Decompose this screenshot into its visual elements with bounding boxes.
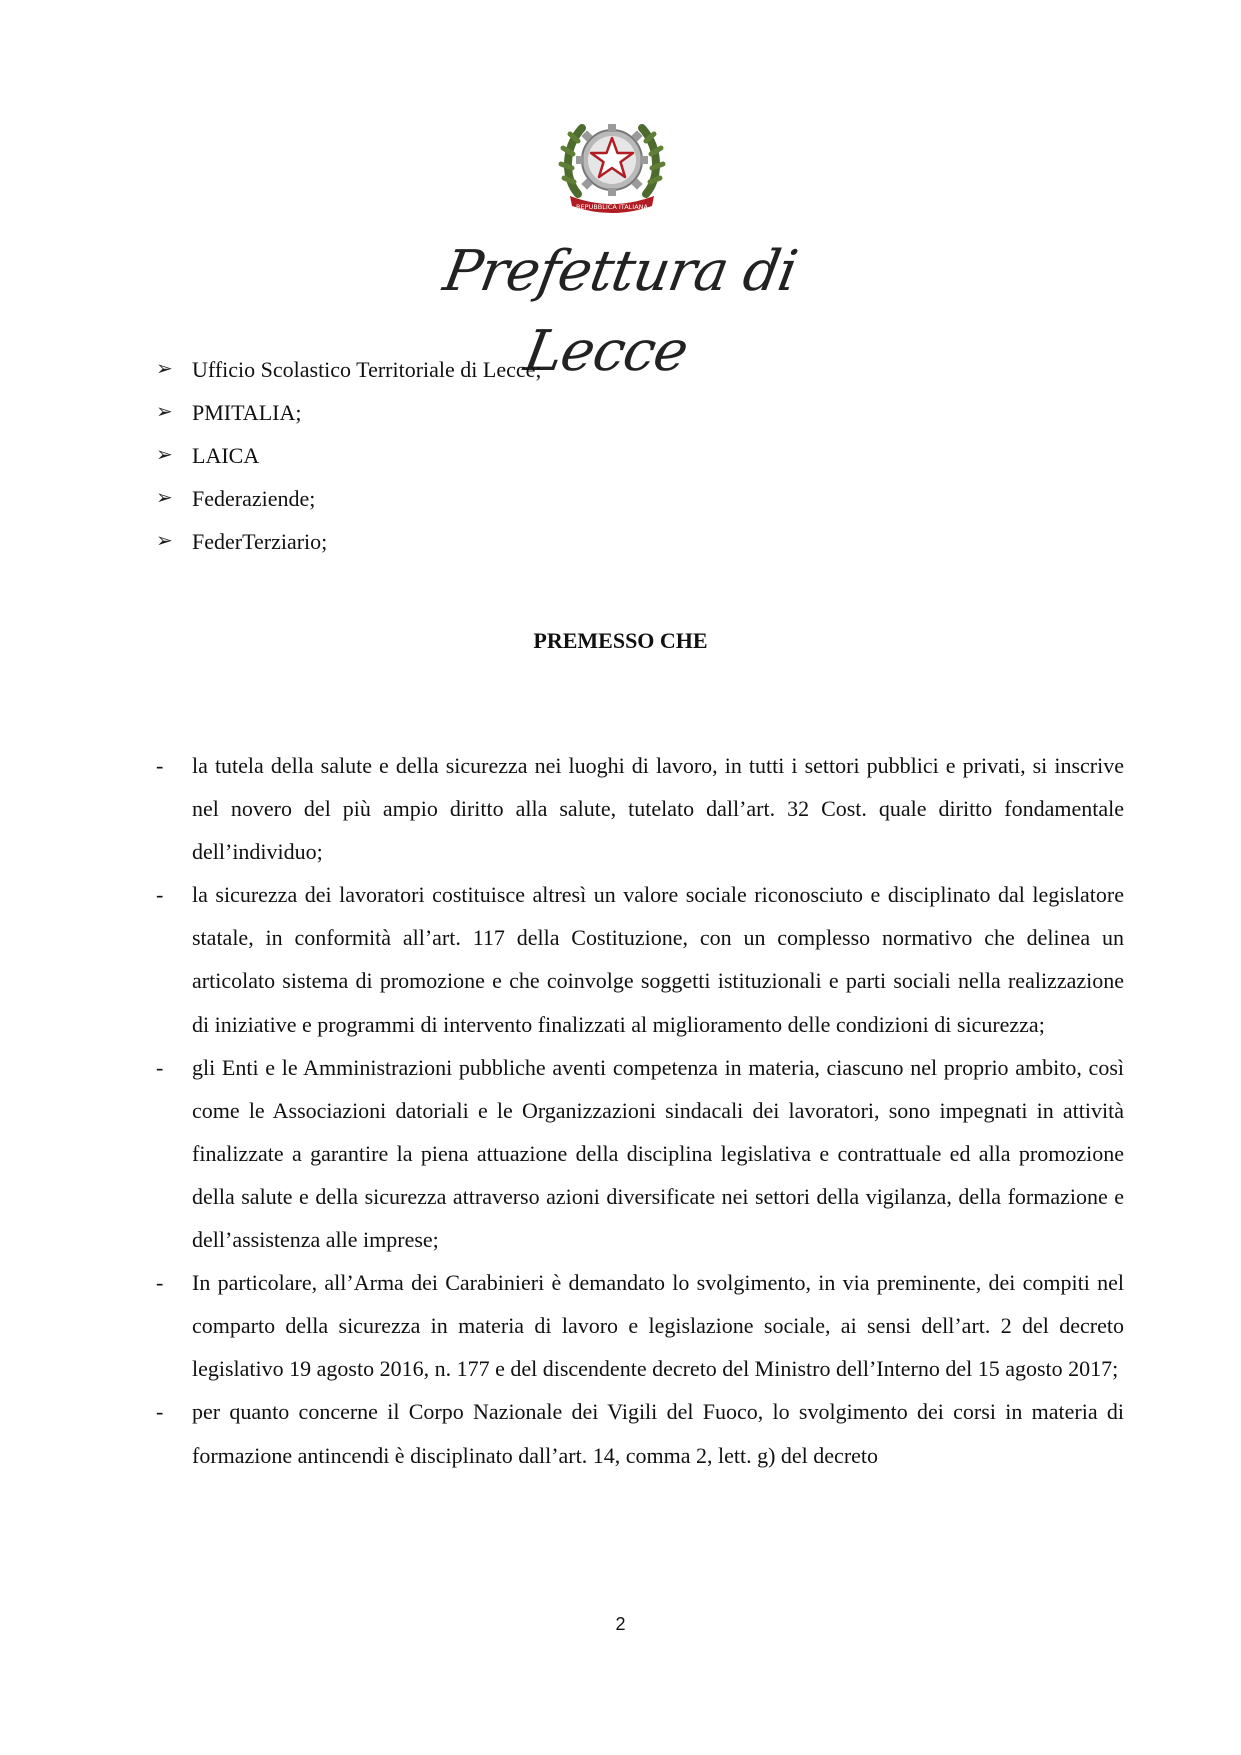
premise-text: In particolare, all’Arma dei Carabinieri è demandato lo svolgimento, in via preminente, dei compiti nel comparto della sicurezza in materia di lavoro e legislazione sociale, ai sensi dell’art. 2 del decreto legislativo 19 agosto 2016, n. 177 e del discendente decreto del Ministro dell’Interno del 15 agosto 2017; — [192, 1270, 1124, 1382]
recipient-label: FederTerziario; — [192, 529, 328, 554]
recipient-label: LAICA — [192, 443, 260, 468]
dash-bullet: - — [156, 753, 164, 778]
list-item — [156, 477, 1156, 520]
arrow-bullet-icon: ➢ — [156, 487, 173, 509]
dash-bullet: - — [156, 1399, 164, 1425]
dash-bullet: - — [156, 1054, 164, 1080]
arrow-bullet-icon: ➢ — [156, 444, 173, 466]
dash-bullet: - — [156, 882, 164, 908]
section-heading: PREMESSO CHE — [533, 628, 708, 653]
page-number: 2 — [615, 1614, 626, 1634]
list-item — [156, 520, 1156, 563]
recipient-label: PMITALIA; — [192, 400, 302, 425]
list-item — [156, 434, 1156, 477]
arrow-bullet-icon: ➢ — [156, 401, 173, 423]
recipient-label: Federaziende; — [192, 486, 316, 511]
office-name: Prefettura di Lecce — [438, 239, 802, 384]
list-item — [156, 744, 1124, 873]
list-item — [156, 1390, 1124, 1476]
svg-text:REPUBBLICA ITALIANA: REPUBBLICA ITALIANA — [576, 203, 648, 211]
list-item — [156, 348, 1156, 391]
dash-bullet: - — [156, 1270, 164, 1296]
list-item — [156, 873, 1124, 1045]
arrow-bullet-icon: ➢ — [156, 358, 173, 380]
premise-text: la sicurezza dei lavoratori costituisce altresì un valore sociale riconosciuto e disciplinato dal legislatore statale, in conformità all’art. 117 della Costituzione, con un complesso normativo che delinea un articolato sistema di promozione e che coinvolge soggetti istituzionali e parti sociali nella realizzazione di iniziative e programmi di intervento finalizzati al miglioramento delle condizioni di sicurezza; — [192, 882, 1124, 1037]
list-item — [156, 1261, 1124, 1390]
recipients-list — [156, 348, 1156, 563]
repubblica-italiana-emblem-icon — [556, 108, 668, 220]
arrow-bullet-icon: ➢ — [156, 530, 173, 552]
list-item — [156, 391, 1156, 434]
list-item — [156, 1046, 1124, 1261]
premise-text: la tutela della salute e della sicurezza nei luoghi di lavoro, in tutti i settori pubblici e privati, si inscrive nel novero del più ampio diritto alla salute, tutelato dall’art. 32 Cost. quale diritto fondamentale dell’individuo; — [192, 753, 1124, 865]
premises-list — [156, 744, 1124, 1477]
premise-text: gli Enti e le Amministrazioni pubbliche aventi competenza in materia, ciascuno nel proprio ambito, così come le Associazioni datoriali e le Organizzazioni sindacali dei lavoratori, sono impegnati in attività finalizzate a garantire la piena attuazione della disciplina legislativa e contrattuale ed alla promozione della salute e della sicurezza attraverso azioni diversificate nei settori della vigilanza, della formazione e dell’assistenza alle imprese; — [192, 1054, 1124, 1253]
recipient-label: Ufficio Scolastico Territoriale di Lecce; — [192, 357, 542, 382]
premise-text: per quanto concerne il Corpo Nazionale dei Vigili del Fuoco, lo svolgimento dei corsi in materia di formazione antincendi è disciplinato dall’art. 14, comma 2, lett. g) del decreto — [192, 1399, 1124, 1468]
